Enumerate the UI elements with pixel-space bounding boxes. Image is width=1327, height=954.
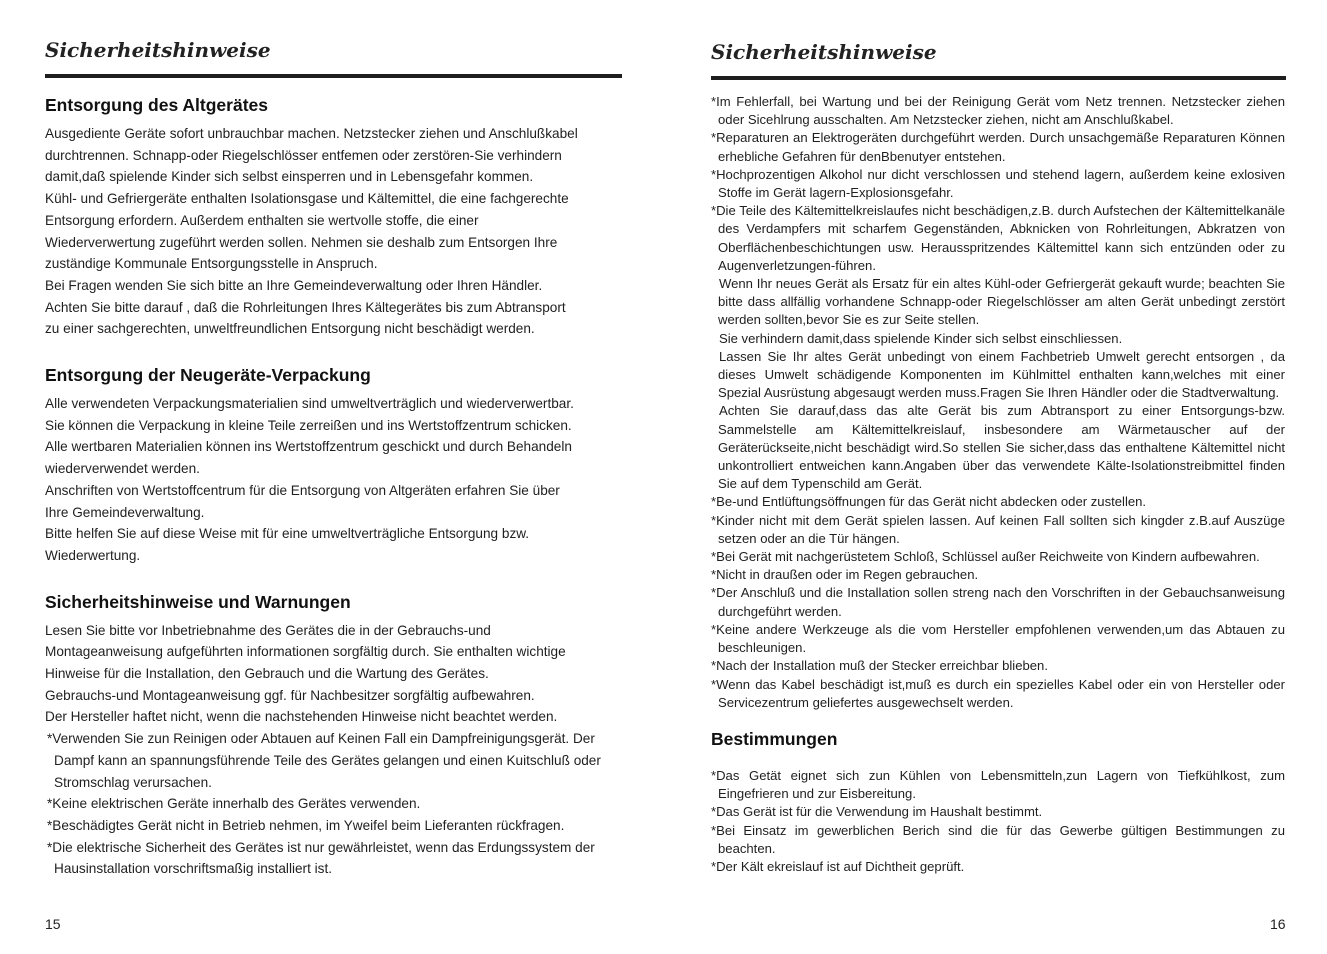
section-disposal-old [45,94,633,340]
safety-item: *Hochprozentigen Alkohol nur dicht verschlossen und stehend lagern, außerdem keine exlosiven Stoffe im Gerät lagern-Explosionsgefahr. [711,166,1285,201]
safety-item: *Reparaturen an Elektrogeräten durchgeführt werden. Durch unsachgemäße Reparaturen Können erhebliche Gefahren für denBbenutyer entstehen. [711,130,1285,164]
header-rule-left [45,74,622,78]
body-line: Bitte helfen Sie auf diese Weise mit für eine umweltverträgliche Entsorgung bzw. [45,526,530,542]
body-line: Sie können die Verpackung in kleine Teile zerreißen und ins Wertstoffzentrum schicken. [45,417,572,433]
body-line: wiederverwendet werden. [45,461,200,477]
section-regulations [711,728,1285,876]
right-column [711,93,1285,876]
section-safety-warnings [45,591,633,880]
body-line: Wiederwertung. [45,547,141,563]
body-line: damit,daß spielende Kinder sich selbst einsperren und in Lebensgefahr kommen. [45,169,534,185]
section-heading-regulations: Bestimmungen [711,728,838,749]
page-number-left: 15 [45,916,61,932]
section-packaging [45,364,633,567]
body-line: Bei Fragen wenden Sie sich bitte an Ihre Gemeindeverwaltung oder Ihren Händler. [45,277,543,293]
bullet-item: *Beschädigtes Gerät nicht in Betrieb nehmen, im Yweifel beim Lieferanten rückfragen. [47,817,565,833]
body-line: Entsorgung erfordern. Außerdem enthalten sie wertvolle stoffe, die einer [45,212,479,228]
regulation-item: *Das Gerät ist für die Verwendung im Haushalt bestimmt. [711,804,1043,820]
body-line: zuständige Kommunale Entsorgungsstelle in Anspruch. [45,256,378,272]
body-line: Anschriften von Wertstoffcentrum für die Entsorgung von Altgeräten erfahren Sie über [45,482,560,498]
safety-item: *Be-und Entlüftungsöffnungen für das Gerät nicht abdecken oder zustellen. [711,494,1147,510]
disposal-paragraph: Wenn Ihr neues Gerät als Ersatz für ein altes Kühl-oder Gefriergerät gekauft wurde; beachten Sie bitte dass allfällig vorhandene Schnapp-oder Riegelschlösser am alten Gerät unbedingt zerstört werden sollten,bevor Sie es zur Seite stellen. [718,276,1285,328]
body-line: Gebrauchs-und Montageanweisung ggf. für Nachbesitzer sorgfältig aufbewahren. [45,687,535,703]
disposal-paragraph: Achten Sie darauf,dass das alte Gerät bis zum Abtransport zu einer Entsorgungs-bzw. Sammelstelle am Kältemittelkreislauf, insbesondere am Wärmetauscher auf der Geräterückseite,nicht beschädigt wird.So stellen Sie sicher,dass das enthaltene Kältemittel nicht unkontrolliert entweichen kann.Angaben über das verwendete Kälte-Isolationstreibmittel finden Sie auf dem Typenschild am Gerät. [718,403,1285,492]
body-line: Alle wertbaren Materialien können ins Wertstoffzentrum geschickt und durch Behandeln [45,439,572,455]
body-line: Montageanweisung aufgeführten informationen sorgfältig durch. Sie enthalten wichtige [45,644,566,660]
safety-item: *Kinder nicht mit dem Gerät spielen lassen. Auf keinen Fall sollten sich kingder z.B.auf Auszüge setzen oder an die Tür hängen. [711,512,1285,546]
section-heading-packaging: Entsorgung der Neugeräte-Verpackung [45,365,371,386]
regulation-item: *Bei Einsatz im gewerblichen Berich sind die für das Gewerbe gültigen Bestimmungen zu beachten. [711,822,1285,856]
body-line: Ihre Gemeindeverwaltung. [45,504,205,520]
safety-item: *Nicht in draußen oder im Regen gebrauchen. [711,567,979,583]
body-line: Achten Sie bitte darauf , daß die Rohrleitungen Ihres Kältegerätes bis zum Abtransport [45,299,566,315]
body-line: Der Hersteller haftet nicht, wenn die nachstehenden Hinweise nicht beachtet werden. [45,709,558,725]
safety-item: *Wenn das Kabel beschädigt ist,muß es durch ein spezielles Kabel oder ein von Hersteller oder Servicezentrum geliefertes ausgewechselt werden. [711,676,1285,710]
body-line: Lesen Sie bitte vor Inbetriebnahme des Gerätes die in der Gebrauchs-und [45,622,491,638]
header-rule-right [711,76,1286,80]
regulation-item: *Der Kält ekreislauf ist auf Dichtheit geprüft. [711,858,965,874]
safety-item: *Der Anschluß und die Installation sollen streng nach den Vorschriften in der Gebauchsanweisung durchgeführt werden. [711,585,1285,619]
disposal-paragraph: Sie verhindern damit,dass spielende Kinder sich selbst einschliessen. [719,330,1123,346]
left-page [0,0,663,954]
page-header-left: Sicherheitshinweise [45,38,271,62]
page-number-right: 16 [1270,916,1286,932]
regulation-item: *Das Getät eignet sich zun Kühlen von Lebensmitteln,zun Lagern von Tiefkühlkost, zum Eingefrieren und zur Eisbereitung. [711,767,1285,802]
safety-item: *Die Teile des Kältemittelkreislaufes nicht beschädigen,z.B. durch Aufstechen der Kältemittelkanäle des Verdampfers mit scharfem Gegenständen, Abknicken von Rohrleitungen, Abkratzen von Oberflächenbeschichtungen usw. Herausspritzendes Kältemittel kann sich entzünden oder zu Augenverletzungen-führen. [711,203,1285,273]
safety-item: *Nach der Installation muß der Stecker erreichbar blieben. [711,658,1048,674]
body-line: durchtrennen. Schnapp-oder Riegelschlösser entfemen oder zerstören-Sie verhindern [45,147,562,163]
page-header-right: Sicherheitshinweise [711,40,937,64]
safety-item: *Keine andere Werkzeuge als die vom Hersteller empfohlenen verwenden,um das Abtauen zu beschleunigen. [711,621,1285,656]
safety-item: *Bei Gerät mit nachgerüstetem Schloß, Schlüssel außer Reichweite von Kindern aufbewahren. [711,549,1260,565]
body-line: Wiederverwertung zugeführt werden sollen. Nehmen sie deshalb zum Entsorgen Ihre [45,234,558,250]
bullet-item: *Die elektrische Sicherheit des Gerätes ist nur gewährleistet, wenn das Erdungssystem der Hausinstallation vorschriftsmaßig installiert ist. [47,839,595,877]
section-heading-safety-warnings: Sicherheitshinweise und Warnungen [45,591,351,612]
left-column [45,94,633,880]
section-heading-disposal-old: Entsorgung des Altgerätes [45,95,268,115]
bullet-item: *Keine elektrischen Geräte innerhalb des Gerätes verwenden. [47,796,421,812]
body-line: Ausgediente Geräte sofort unbrauchbar machen. Netzstecker ziehen und Anschlußkabel [45,126,578,141]
body-line: Kühl- und Gefriergeräte enthalten Isolationsgase und Kältemittel, die eine fachgerechte [45,191,569,207]
disposal-paragraph: Lassen Sie Ihr altes Gerät unbedingt von einem Fachbetrieb Umwelt gerecht entsorgen , da dieses Umwelt schädigende Komponenten im Kühlmittel enthalten kann,welches mit einer Spezial Ausrüstung abgesaugt werden muss.Fragen Sie Ihren Händler oder die Stadtverwaltung. [718,348,1285,401]
body-line: Alle verwendeten Verpackungsmaterialien sind umweltverträglich und wiederverwertbar. [45,396,574,412]
bullet-item: *Verwenden Sie zun Reinigen oder Abtauen auf Keinen Fall ein Dampfreinigungsgerät. Der Dampf kann an spannungsführende Teile des Gerätes gelangen und einen Kuitschluß oder Stromschlag verursachen. [47,731,601,790]
right-page [663,0,1327,954]
safety-item: *Im Fehlerfall, bei Wartung und bei der Reinigung Gerät vom Netz trennen. Netzstecker ziehen oder Sicehlrung ausschalten. Am Netzstecker ziehen, nicht am Anschlußkabel. [711,94,1285,128]
body-line: Hinweise für die Installation, den Gebrauch und die Wartung des Gerätes. [45,666,489,682]
body-line: zu einer sachgerechten, unweltfreundlichen Entsorgung nicht beschädigt werden. [45,321,535,337]
